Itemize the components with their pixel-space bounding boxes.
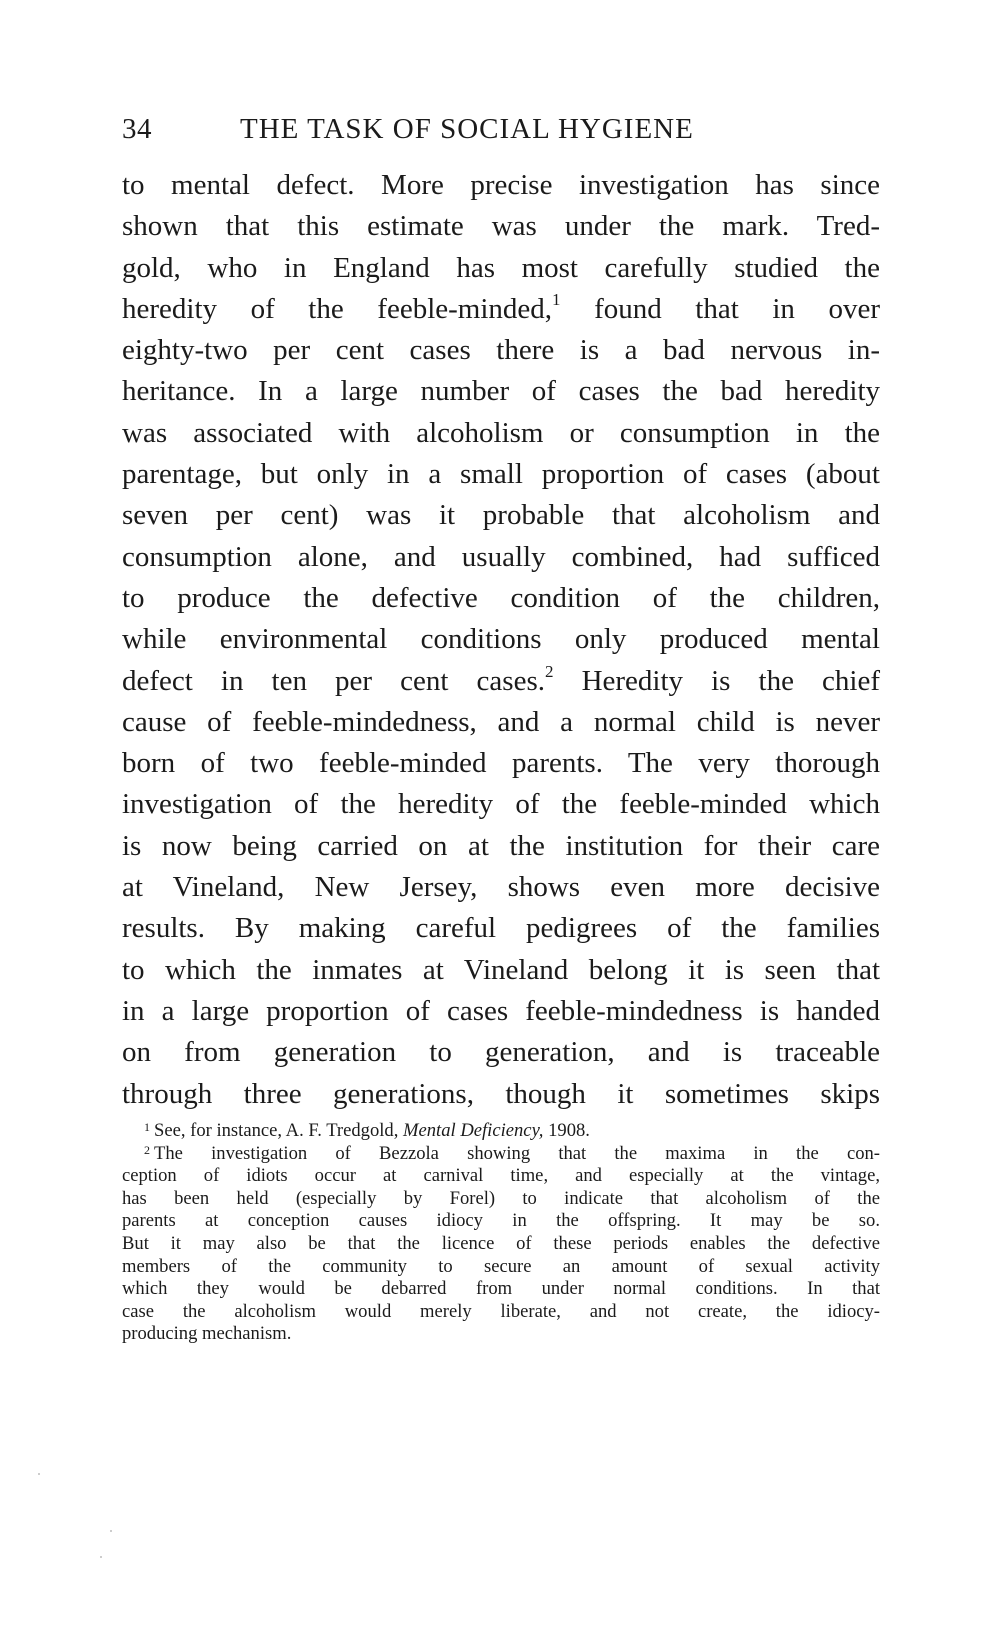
footnote-ref-1[interactable]: 1	[552, 290, 561, 310]
body-line: results. By making careful pedigrees of the families	[122, 912, 880, 945]
body-line-part: defect in ten per cent cases.	[122, 664, 545, 697]
body-line: cause of feeble-mindedness, and a normal child is never	[122, 705, 880, 738]
body-line: to which the inmates at Vineland belong it is seen that	[122, 953, 880, 986]
scan-speck	[38, 1473, 40, 1475]
footnote-2-line	[122, 1143, 880, 1166]
body-line: gold, who in England has most carefully studied the	[122, 251, 880, 284]
page-number: 34	[122, 113, 152, 145]
footnote-2-line: has been held (especially by Forel) to indicate that alcoholism of the	[122, 1187, 880, 1209]
body-line: in a large proportion of cases feeble-mindedness is handed	[122, 994, 880, 1027]
body-line-part: heredity of the feeble-minded,	[122, 292, 553, 325]
body-line: is now being carried on at the institution for their care	[122, 829, 880, 862]
body-line: was associated with alcoholism or consumption in the	[122, 416, 880, 449]
footnote-ref-2[interactable]: 2	[544, 661, 554, 681]
footnote-2-line: parents at conception causes idiocy in the offspring. It may be so.	[122, 1210, 880, 1232]
body-line: on from generation to generation, and is traceable	[122, 1036, 880, 1069]
footnote-1-title: Mental Deficiency,	[403, 1120, 544, 1141]
body-line: heritance. In a large number of cases the bad heredity	[122, 375, 880, 408]
footnote-2-line: which they would be debarred from under normal conditions. In that	[122, 1278, 880, 1300]
footnote-1-year: 1908.	[548, 1120, 590, 1141]
body-line: parentage, but only in a small proportion of cases (about	[122, 458, 880, 491]
footnote-2-text: The investigation of Bezzola showing that the maxima in the con-	[154, 1142, 880, 1164]
body-text	[122, 165, 880, 1115]
body-line: at Vineland, New Jersey, shows even more decisive	[122, 871, 880, 904]
running-title: THE TASK OF SOCIAL HYGIENE	[240, 113, 694, 145]
body-line	[122, 661, 880, 702]
body-line: through three generations, though it sometimes skips	[122, 1077, 880, 1110]
footnote-2-line: members of the community to secure an amount of sexual activity	[122, 1255, 880, 1277]
footnote-1-marker: 1	[144, 1120, 150, 1134]
footnote-2-line: ception of idiots occur at carnival time, and especially at the vintage,	[122, 1165, 880, 1187]
running-head	[122, 113, 942, 153]
footnote-2-line: producing mechanism.	[122, 1323, 292, 1345]
body-line: shown that this estimate was under the mark. Tred-	[122, 210, 880, 243]
body-line: to mental defect. More precise investigation has since	[122, 169, 880, 201]
footnote-1-text: See, for instance, A. F. Tredgold,	[154, 1120, 399, 1141]
body-line-part: Heredity is the chief	[581, 664, 881, 697]
footnote-2-marker: 2	[144, 1142, 150, 1157]
body-line-part: found that in over	[594, 292, 880, 325]
body-line: to produce the defective condition of the children,	[122, 581, 880, 614]
body-line: while environmental conditions only produced mental	[122, 623, 880, 656]
body-line	[122, 289, 880, 330]
body-line: seven per cent) was it probable that alcoholism and	[122, 499, 880, 532]
footnote-2-line: case the alcoholism would merely liberate, and not create, the idiocy-	[122, 1300, 880, 1322]
footnotes	[122, 1120, 880, 1346]
footnote-1	[122, 1120, 880, 1143]
scan-speck	[110, 1530, 112, 1532]
footnote-2-line: But it may also be that the licence of these periods enables the defective	[122, 1232, 880, 1254]
body-line: investigation of the heredity of the feeble-minded which	[122, 788, 880, 821]
scan-speck	[100, 1556, 102, 1558]
body-line: eighty-two per cent cases there is a bad nervous in-	[122, 334, 880, 367]
body-line: consumption alone, and usually combined, had sufficed	[122, 540, 880, 573]
body-line: born of two feeble-minded parents. The very thorough	[122, 747, 880, 780]
